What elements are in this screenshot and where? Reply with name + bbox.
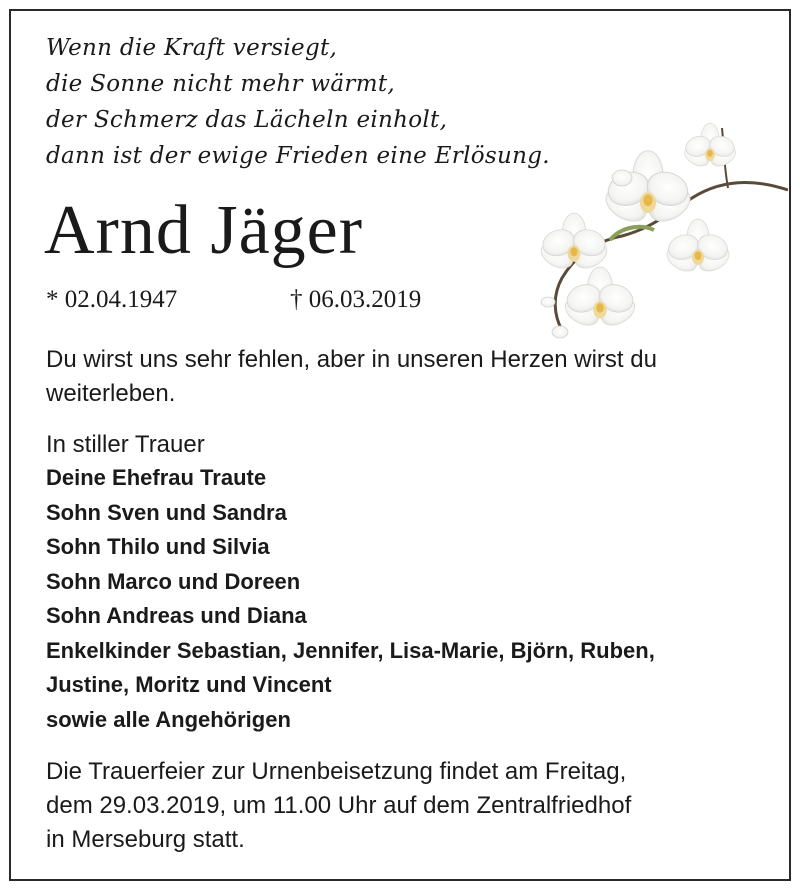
poem-line: die Sonne nicht mehr wärmt, <box>46 71 395 97</box>
poem-line: der Schmerz das Lächeln einholt, <box>46 107 448 133</box>
birth-date: * 02.04.1947 <box>46 286 178 313</box>
farewell-message <box>46 343 766 411</box>
poem-line: dann ist der ewige Frieden eine Erlösung. <box>46 143 550 169</box>
mourners-list <box>46 461 655 737</box>
death-date: † 06.03.2019 <box>290 286 422 313</box>
message-line: weiterleben. <box>46 380 176 407</box>
mourner-line: sowie alle Angehörigen <box>46 706 291 732</box>
mourner-line: Sohn Andreas und Diana <box>46 603 307 628</box>
mourning-intro: In stiller Trauer <box>46 431 205 458</box>
ceremony-line: in Merseburg statt. <box>46 826 245 853</box>
ceremony-line: Die Trauerfeier zur Urnenbeisetzung findet am Freitag, <box>46 758 627 785</box>
mourner-line: Sohn Sven und Sandra <box>46 499 287 525</box>
mourner-line: Sohn Marco und Doreen <box>46 568 301 594</box>
orchid-icon <box>462 118 788 340</box>
mourner-line: Deine Ehefrau Traute <box>46 465 267 490</box>
deceased-name: Arnd Jäger <box>44 192 364 269</box>
mourner-line: Enkelkinder Sebastian, Jennifer, Lisa-Marie, Björn, Ruben, <box>46 637 655 663</box>
mourner-line: Justine, Moritz und Vincent <box>46 672 332 697</box>
ceremony-info <box>46 755 631 857</box>
ceremony-line: dem 29.03.2019, um 11.00 Uhr auf dem Zentralfriedhof <box>46 792 632 819</box>
mourner-line: Sohn Thilo und Silvia <box>46 534 270 559</box>
poem-line: Wenn die Kraft versiegt, <box>46 35 338 61</box>
message-line: Du wirst uns sehr fehlen, aber in unseren Herzen wirst du <box>46 346 657 373</box>
